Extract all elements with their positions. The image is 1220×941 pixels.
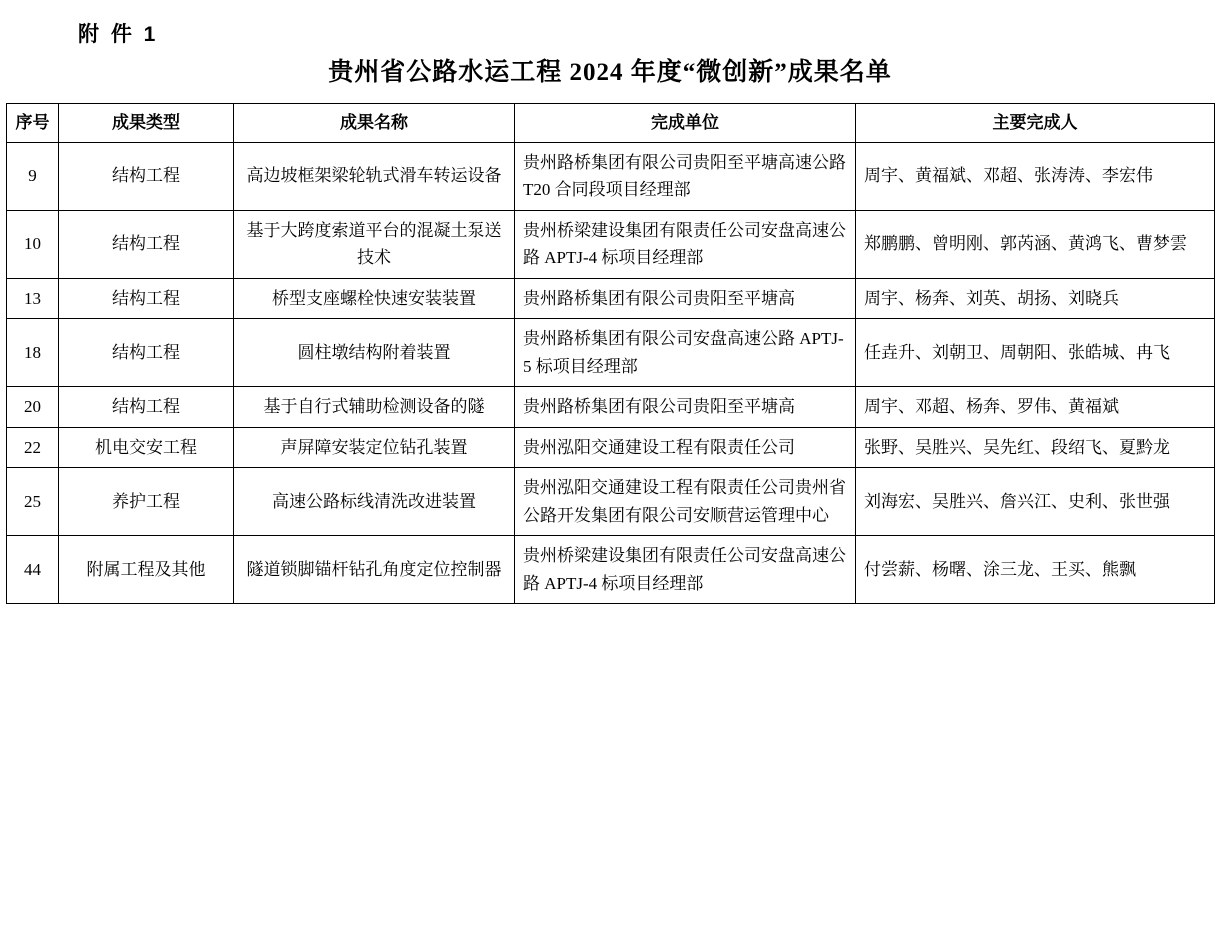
table-row (7, 427, 1215, 468)
column-header-name: 成果名称 (234, 104, 515, 143)
cell-index: 25 (7, 468, 59, 536)
cell-people: 周宇、杨奔、刘英、胡扬、刘晓兵 (856, 278, 1215, 319)
cell-type: 结构工程 (59, 142, 234, 210)
column-header-type: 成果类型 (59, 104, 234, 143)
cell-index: 9 (7, 142, 59, 210)
table-row (7, 278, 1215, 319)
cell-index: 18 (7, 319, 59, 387)
cell-index: 22 (7, 427, 59, 468)
results-table (6, 103, 1215, 604)
page-title: 贵州省公路水运工程 2024 年度“微创新”成果名单 (328, 59, 892, 86)
cell-type: 结构工程 (59, 210, 234, 278)
column-header-index: 序号 (7, 104, 59, 143)
cell-people: 周宇、黄福斌、邓超、张涛涛、李宏伟 (856, 142, 1215, 210)
cell-name: 隧道锁脚锚杆钻孔角度定位控制器 (234, 536, 515, 604)
table-row (7, 468, 1215, 536)
cell-index: 13 (7, 278, 59, 319)
table-row (7, 142, 1215, 210)
cell-people: 付尝薪、杨曙、涂三龙、王买、熊飘 (856, 536, 1215, 604)
cell-type: 机电交安工程 (59, 427, 234, 468)
cell-name: 高边坡框架梁轮轨式滑车转运设备 (234, 142, 515, 210)
cell-people: 周宇、邓超、杨奔、罗伟、黄福斌 (856, 387, 1215, 428)
cell-name: 圆柱墩结构附着装置 (234, 319, 515, 387)
cell-people: 任垚升、刘朝卫、周朝阳、张皓城、冉飞 (856, 319, 1215, 387)
cell-name: 桥型支座螺栓快速安装装置 (234, 278, 515, 319)
column-header-unit: 完成单位 (515, 104, 856, 143)
table-row (7, 536, 1215, 604)
cell-type: 养护工程 (59, 468, 234, 536)
cell-unit: 贵州桥梁建设集团有限责任公司安盘高速公路 APTJ-4 标项目经理部 (515, 536, 856, 604)
cell-unit: 贵州路桥集团有限公司贵阳至平塘高 (515, 387, 856, 428)
cell-name: 基于自行式辅助检测设备的隧 (234, 387, 515, 428)
column-header-people: 主要完成人 (856, 104, 1215, 143)
table-row (7, 210, 1215, 278)
cell-index: 20 (7, 387, 59, 428)
cell-name: 基于大跨度索道平台的混凝土泵送技术 (234, 210, 515, 278)
cell-unit: 贵州桥梁建设集团有限责任公司安盘高速公路 APTJ-4 标项目经理部 (515, 210, 856, 278)
cell-unit: 贵州泓阳交通建设工程有限责任公司贵州省公路开发集团有限公司安顺营运管理中心 (515, 468, 856, 536)
cell-index: 44 (7, 536, 59, 604)
table-row (7, 319, 1215, 387)
cell-type: 结构工程 (59, 387, 234, 428)
cell-index: 10 (7, 210, 59, 278)
cell-unit: 贵州路桥集团有限公司安盘高速公路 APTJ-5 标项目经理部 (515, 319, 856, 387)
cell-type: 结构工程 (59, 319, 234, 387)
cell-type: 结构工程 (59, 278, 234, 319)
cell-name: 声屏障安装定位钻孔装置 (234, 427, 515, 468)
cell-type: 附属工程及其他 (59, 536, 234, 604)
cell-unit: 贵州泓阳交通建设工程有限责任公司 (515, 427, 856, 468)
cell-unit: 贵州路桥集团有限公司贵阳至平塘高速公路 T20 合同段项目经理部 (515, 142, 856, 210)
cell-name: 高速公路标线清洗改进装置 (234, 468, 515, 536)
cell-unit: 贵州路桥集团有限公司贵阳至平塘高 (515, 278, 856, 319)
cell-people: 刘海宏、吴胜兴、詹兴江、史利、张世强 (856, 468, 1215, 536)
table-header-row (7, 104, 1215, 143)
attachment-label: 附 件 1 (78, 23, 159, 46)
table-row (7, 387, 1215, 428)
cell-people: 张野、吴胜兴、吴先红、段绍飞、夏黔龙 (856, 427, 1215, 468)
cell-people: 郑鹏鹏、曾明刚、郭芮涵、黄鸿飞、曹梦雲 (856, 210, 1215, 278)
